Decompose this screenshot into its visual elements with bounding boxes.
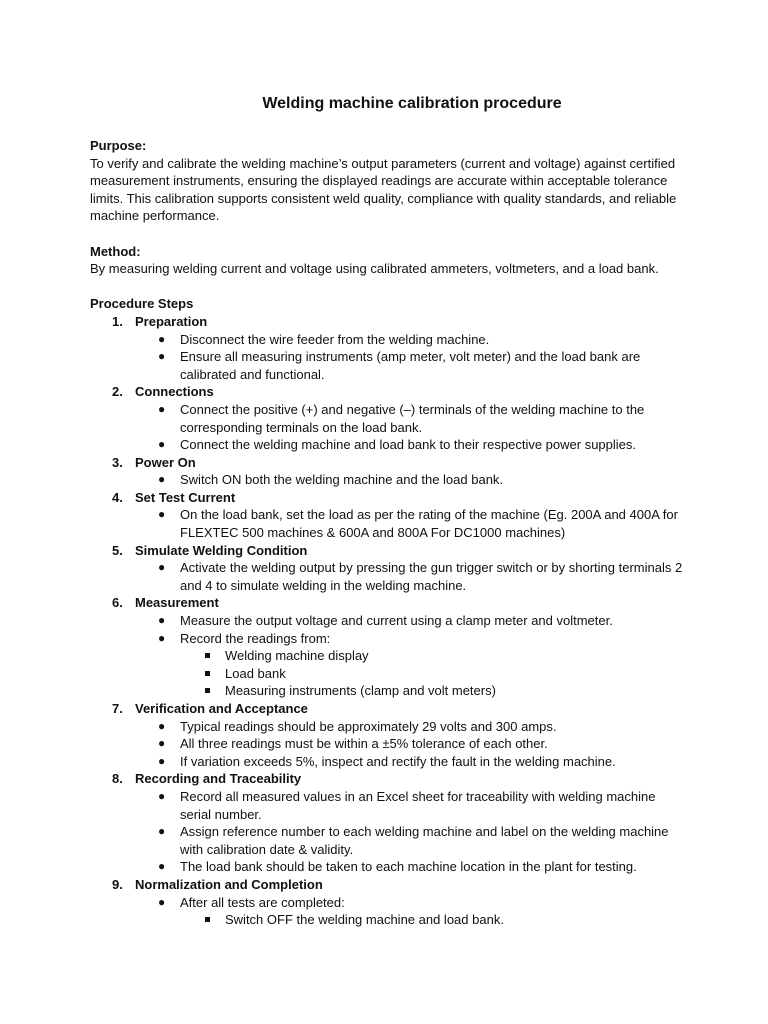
step-number: 4. [112,489,123,505]
step-bullet-list [135,331,690,384]
procedure-label: Procedure Steps [90,296,194,312]
bullet-dot-icon: ● [158,736,166,751]
sub-bullet-text: Load bank [225,665,286,681]
bullet-text: Switch ON both the welding machine and the load bank. [180,472,504,488]
bullet-item [135,823,690,858]
step-title: Simulate Welding Condition [135,542,308,558]
bullet-dot-icon: ● [158,613,166,628]
procedure-steps-list [90,313,690,929]
square-bullet-icon [205,653,210,658]
bullet-dot-icon: ● [158,824,166,839]
bullet-text: After all tests are completed: [180,894,345,910]
bullet-text: On the load bank, set the load as per the rating of the machine (Eg. 200A and 400A for FLEXTEC 500 machines & 600A and 800A For DC1000 machines) [180,507,678,541]
square-bullet-icon [205,671,210,676]
sub-bullet-text: Switch OFF the welding machine and load bank. [225,912,504,928]
document-page [90,94,690,929]
page-title: Welding machine calibration procedure [262,95,562,112]
purpose-label: Purpose: [90,138,147,153]
bullet-dot-icon: ● [158,349,166,364]
bullet-text: Disconnect the wire feeder from the welding machine. [180,331,490,347]
step-title: Connections [135,384,214,400]
purpose-text: To verify and calibrate the welding machine’s output parameters (current and voltage) against certified measurement instruments, ensuring the displayed readings are accurate within acceptable tolerance limits. This calibration supports consistent weld quality, compliance with quality standards, and reliable machine performance. [90,155,677,224]
bullet-item [135,718,690,736]
bullet-dot-icon: ● [158,507,166,522]
bullet-dot-icon: ● [158,401,166,416]
bullet-text: Connect the positive (+) and negative (–) terminals of the welding machine to the corresponding terminals on the load bank. [180,401,645,435]
bullet-dot-icon: ● [158,331,166,346]
bullet-item [135,612,690,630]
bullet-dot-icon: ● [158,437,166,452]
step-number: 7. [112,701,123,716]
bullet-item [135,788,690,823]
step-number: 9. [112,876,123,892]
method-label: Method: [90,243,141,259]
procedure-step [90,313,690,383]
bullet-item [135,753,690,771]
step-title: Preparation [135,313,208,329]
step-bullet-list [135,401,690,454]
bullet-text: Connect the welding machine and load bank to their respective power supplies. [180,437,636,453]
step-title: Verification and Acceptance [135,701,308,716]
step-title: Recording and Traceability [135,771,302,787]
bullet-text: If variation exceeds 5%, inspect and rectify the fault in the welding machine. [180,753,616,769]
procedure-step [90,383,690,453]
bullet-dot-icon: ● [158,859,166,874]
bullet-text: Activate the welding output by pressing the gun trigger switch or by shorting terminals 2 and 4 to simulate welding in the welding machine. [180,560,683,593]
bullet-text: Assign reference number to each welding machine and label on the welding machine with calibration date & validity. [180,824,669,857]
bullet-text: The load bank should be taken to each machine location in the plant for testing. [180,859,637,875]
bullet-item [135,894,690,929]
bullet-text: Typical readings should be approximately 29 volts and 300 amps. [180,718,557,734]
sub-bullet-list [180,647,690,700]
step-number: 6. [112,595,123,611]
bullet-dot-icon: ● [158,630,166,645]
bullet-item [135,858,690,876]
bullet-item [135,331,690,349]
sub-bullet-item [180,682,690,700]
bullet-item [135,348,690,383]
step-bullet-list [135,612,690,700]
step-number: 5. [112,542,123,558]
bullet-text: Ensure all measuring instruments (amp meter, volt meter) and the load bank are calibrated and functional. [180,349,641,382]
square-bullet-icon [205,688,210,693]
bullet-text: Record all measured values in an Excel sheet for traceability with welding machine serial number. [180,788,656,822]
bullet-item [135,735,690,753]
step-bullet-list [135,894,690,929]
step-bullet-list [135,788,690,876]
bullet-dot-icon: ● [158,472,166,487]
step-number: 3. [112,454,123,470]
bullet-item [135,436,690,454]
step-title: Power On [135,454,196,470]
step-bullet-list [135,718,690,771]
bullet-item [135,506,690,541]
procedure-step [90,542,690,595]
sub-bullet-list [180,911,690,929]
procedure-step [90,876,690,929]
bullet-item [135,559,690,594]
step-title: Set Test Current [135,489,236,505]
bullet-dot-icon: ● [158,894,166,909]
bullet-dot-icon: ● [158,788,166,803]
sub-bullet-text: Welding machine display [225,648,369,664]
step-title: Normalization and Completion [135,876,323,892]
step-title: Measurement [135,595,219,611]
procedure-step [90,770,690,876]
sub-bullet-item [180,665,690,683]
bullet-text: Record the readings from: [180,630,331,646]
method-text: By measuring welding current and voltage using calibrated ammeters, voltmeters, and a load bank. [90,261,659,277]
step-bullet-list [135,471,690,489]
bullet-dot-icon: ● [158,560,166,575]
bullet-dot-icon: ● [158,753,166,768]
step-bullet-list [135,506,690,541]
procedure-step [90,454,690,489]
bullet-text: Measure the output voltage and current using a clamp meter and voltmeter. [180,613,613,629]
sub-bullet-text: Measuring instruments (clamp and volt meters) [225,683,496,699]
step-bullet-list [135,559,690,594]
step-number: 2. [112,384,123,400]
bullet-item [135,630,690,700]
sub-bullet-item [180,647,690,665]
square-bullet-icon [205,917,210,922]
bullet-item [135,471,690,489]
sub-bullet-item [180,911,690,929]
step-number: 1. [112,313,123,329]
bullet-dot-icon: ● [158,718,166,733]
step-number: 8. [112,771,123,787]
bullet-text: All three readings must be within a ±5% tolerance of each other. [180,736,548,752]
procedure-step [90,594,690,700]
procedure-step [90,700,690,770]
procedure-step [90,489,690,542]
bullet-item [135,401,690,436]
